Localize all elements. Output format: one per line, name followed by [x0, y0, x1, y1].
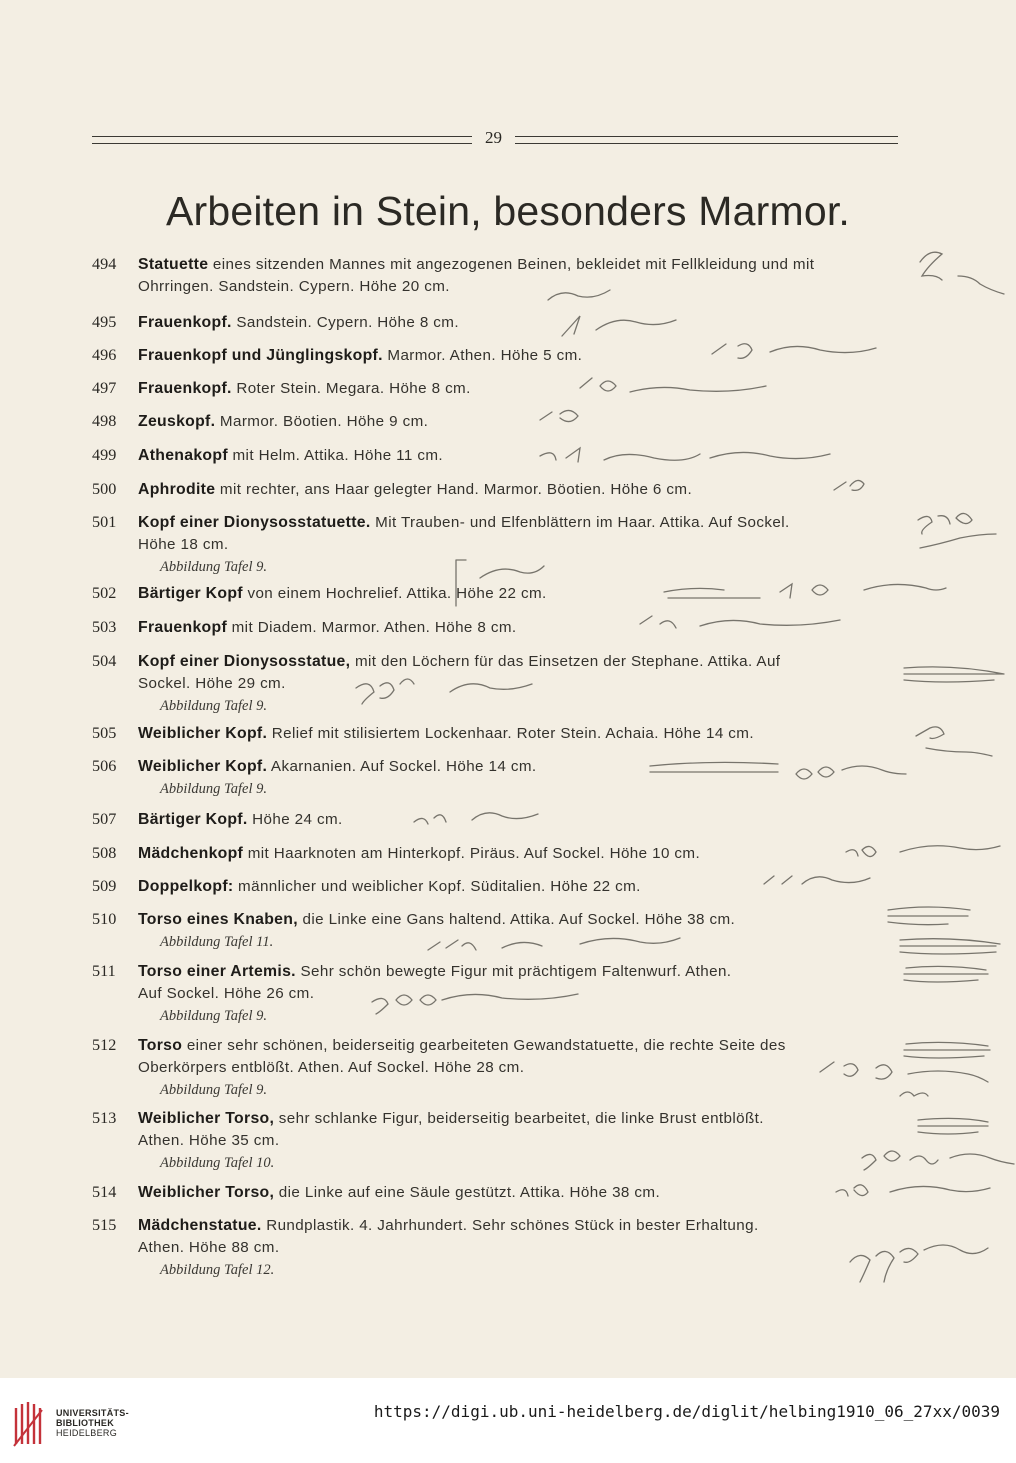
pencil-mark: [540, 410, 578, 421]
entry-description: die Linke eine Gans haltend. Attika. Auf Sockel. Höhe 38 cm.: [297, 911, 736, 928]
library-name: [56, 1408, 129, 1438]
pencil-mark: [664, 584, 946, 598]
entry-description: Relief mit stilisiertem Lockenhaar. Roter Stein. Achaia. Höhe 14 cm.: [267, 725, 754, 742]
entry-heading: Bärtiger Kopf.: [138, 811, 248, 828]
entry-number: 507: [92, 810, 117, 828]
pencil-mark: [958, 276, 1004, 294]
entry-number: 500: [92, 480, 117, 498]
pencil-mark: [456, 560, 544, 606]
entry-heading: Frauenkopf.: [138, 314, 232, 331]
entry-heading: Kopf einer Dionysosstatue,: [138, 653, 351, 670]
entry-number: 498: [92, 412, 117, 430]
entry-description-line2: Höhe 18 cm.: [138, 536, 229, 553]
entry-number: 495: [92, 313, 117, 331]
pencil-mark: [918, 513, 996, 548]
plate-reference: Abbildung Tafel 9.: [160, 1008, 268, 1024]
entry-number: 514: [92, 1183, 117, 1201]
entry-number: 494: [92, 255, 117, 273]
entry-description-line2: Oberkörpers entblößt. Athen. Auf Sockel. Höhe 28 cm.: [138, 1059, 525, 1076]
pencil-mark: [414, 813, 538, 824]
pencil-mark: [850, 1245, 988, 1282]
entry-description-line2: Auf Sockel. Höhe 26 cm.: [138, 985, 315, 1002]
pencil-mark: [820, 1062, 988, 1082]
entry-heading: Statuette: [138, 256, 209, 273]
entry-heading: Weiblicher Kopf.: [138, 758, 268, 775]
entry-number: 513: [92, 1109, 117, 1127]
entry-number: 505: [92, 724, 117, 742]
entry-number: 502: [92, 584, 117, 602]
entry-description: mit Diadem. Marmor. Athen. Höhe 8 cm.: [227, 619, 517, 636]
entry-description: einer sehr schönen, beiderseitig gearbeiteten Gewandstatuette, die rechte Seite des: [182, 1037, 786, 1054]
pencil-mark: [580, 378, 766, 392]
entry-heading: Torso eines Knaben,: [138, 911, 298, 928]
pencil-mark: [548, 290, 610, 300]
entry-heading: Doppelkopf:: [138, 878, 234, 895]
entry-heading: Torso einer Artemis.: [138, 963, 296, 980]
entry-heading: Frauenkopf: [138, 619, 228, 636]
entry-description: eines sitzenden Mannes mit angezogenen Beinen, bekleidet mit Fellkleidung und mit: [208, 256, 815, 273]
pencil-mark: [650, 762, 906, 779]
entry-heading: Kopf einer Dionysosstatuette.: [138, 514, 371, 531]
entry-number: 508: [92, 844, 117, 862]
pencil-mark: [900, 939, 1000, 954]
plate-reference: Abbildung Tafel 9.: [160, 1082, 268, 1098]
entry-description: sehr schlanke Figur, beiderseitig bearbeitet, die linke Brust entblößt.: [274, 1110, 764, 1127]
entry-description-line2: Sockel. Höhe 29 cm.: [138, 675, 286, 692]
page-number: 29: [485, 128, 502, 147]
entry-description: Mit Trauben- und Elfenblättern im Haar. Attika. Auf Sockel.: [370, 514, 790, 531]
entry-heading: Aphrodite: [138, 481, 216, 498]
entry-heading: Weiblicher Torso,: [138, 1184, 275, 1201]
entry-description: Höhe 24 cm.: [247, 811, 343, 828]
plate-reference: Abbildung Tafel 10.: [160, 1155, 275, 1171]
entry-number: 496: [92, 346, 117, 364]
entry-description-line2: Athen. Höhe 35 cm.: [138, 1132, 280, 1149]
entry-description-line2: Ohrringen. Sandstein. Cypern. Höhe 20 cm.: [138, 278, 450, 295]
entry-description: Sandstein. Cypern. Höhe 8 cm.: [231, 314, 459, 331]
library-name-line3: HEIDELBERG: [56, 1428, 118, 1438]
pencil-mark: [920, 252, 942, 280]
entry-description: mit Haarknoten am Hinterkopf. Piräus. Auf Sockel. Höhe 10 cm.: [243, 845, 701, 862]
plate-reference: Abbildung Tafel 11.: [160, 934, 274, 950]
pencil-mark: [372, 994, 578, 1014]
library-logo-icon: [12, 1400, 46, 1448]
entry-number: 501: [92, 513, 117, 531]
entry-description: Akarnanien. Auf Sockel. Höhe 14 cm.: [267, 758, 537, 775]
pencil-mark: [428, 938, 680, 950]
entry-number: 503: [92, 618, 117, 636]
entry-number: 511: [92, 962, 116, 980]
pencil-mark: [904, 1042, 990, 1058]
entry-heading: Zeuskopf.: [138, 413, 216, 430]
pencil-mark: [834, 480, 864, 490]
section-title: Arbeiten in Stein, besonders Marmor.: [165, 188, 851, 234]
entry-description: männlicher und weiblicher Kopf. Süditalien. Höhe 22 cm.: [233, 878, 641, 895]
plate-reference: Abbildung Tafel 12.: [160, 1262, 275, 1278]
pencil-mark: [836, 1185, 990, 1196]
entry-heading: Weiblicher Torso,: [138, 1110, 275, 1127]
entry-number: 510: [92, 910, 117, 928]
entry-number: 497: [92, 379, 117, 397]
pencil-mark: [562, 316, 676, 336]
pencil-mark: [640, 616, 840, 628]
entry-heading: Torso: [138, 1037, 183, 1054]
pencil-mark: [846, 846, 1000, 857]
entry-description: Marmor. Athen. Höhe 5 cm.: [382, 347, 583, 364]
footer-bar: [0, 1378, 1016, 1463]
pencil-mark: [764, 876, 870, 884]
entry-number: 506: [92, 757, 117, 775]
entry-description: mit rechter, ans Haar gelegter Hand. Marmor. Böotien. Höhe 6 cm.: [215, 481, 693, 498]
entry-description-line2: Athen. Höhe 88 cm.: [138, 1239, 280, 1256]
entry-description: mit Helm. Attika. Höhe 11 cm.: [227, 447, 444, 464]
entry-number: 504: [92, 652, 117, 670]
entry-description: Sehr schön bewegte Figur mit prächtigem Faltenwurf. Athen.: [295, 963, 732, 980]
pencil-mark: [904, 966, 988, 982]
entry-number: 499: [92, 446, 117, 464]
entry-heading: Bärtiger Kopf: [138, 585, 243, 602]
pencil-mark: [356, 679, 532, 704]
entry-heading: Frauenkopf und Jünglingskopf.: [138, 347, 383, 364]
pencil-mark: [916, 727, 992, 756]
pencil-mark: [904, 667, 1004, 682]
pencil-mark: [888, 907, 970, 925]
plate-reference: Abbildung Tafel 9.: [160, 559, 268, 575]
entry-description: Marmor. Böotien. Höhe 9 cm.: [215, 413, 429, 430]
entry-description: Roter Stein. Megara. Höhe 8 cm.: [231, 380, 471, 397]
entry-description: die Linke auf eine Säule gestützt. Attika. Höhe 38 cm.: [274, 1184, 661, 1201]
pencil-mark: [900, 1092, 988, 1134]
library-name-line1: UNIVERSITÄTS-: [56, 1408, 129, 1418]
entry-description: mit den Löchern für das Einsetzen der Stephane. Attika. Auf: [350, 653, 781, 670]
entry-number: 509: [92, 877, 117, 895]
entry-heading: Mädchenstatue.: [138, 1217, 262, 1234]
pencil-mark: [862, 1151, 1014, 1170]
entry-description: von einem Hochrelief. Attika. Höhe 22 cm.: [242, 585, 547, 602]
entry-heading: Athenakopf: [138, 447, 228, 464]
entry-description: Rundplastik. 4. Jahrhundert. Sehr schönes Stück in bester Erhaltung.: [261, 1217, 759, 1234]
entry-heading: Frauenkopf.: [138, 380, 232, 397]
library-name-line2: BIBLIOTHEK: [56, 1418, 114, 1428]
permalink-url[interactable]: https://digi.ub.uni-heidelberg.de/diglit/helbing1910_06_27xx/0039: [373, 1402, 1000, 1421]
entry-heading: Weiblicher Kopf.: [138, 725, 268, 742]
plate-reference: Abbildung Tafel 9.: [160, 781, 268, 797]
entry-heading: Mädchenkopf: [138, 845, 244, 862]
pencil-mark: [540, 448, 830, 462]
pencil-mark: [712, 344, 876, 359]
entry-number: 515: [92, 1216, 117, 1234]
plate-reference: Abbildung Tafel 9.: [160, 698, 268, 714]
entry-number: 512: [92, 1036, 117, 1054]
